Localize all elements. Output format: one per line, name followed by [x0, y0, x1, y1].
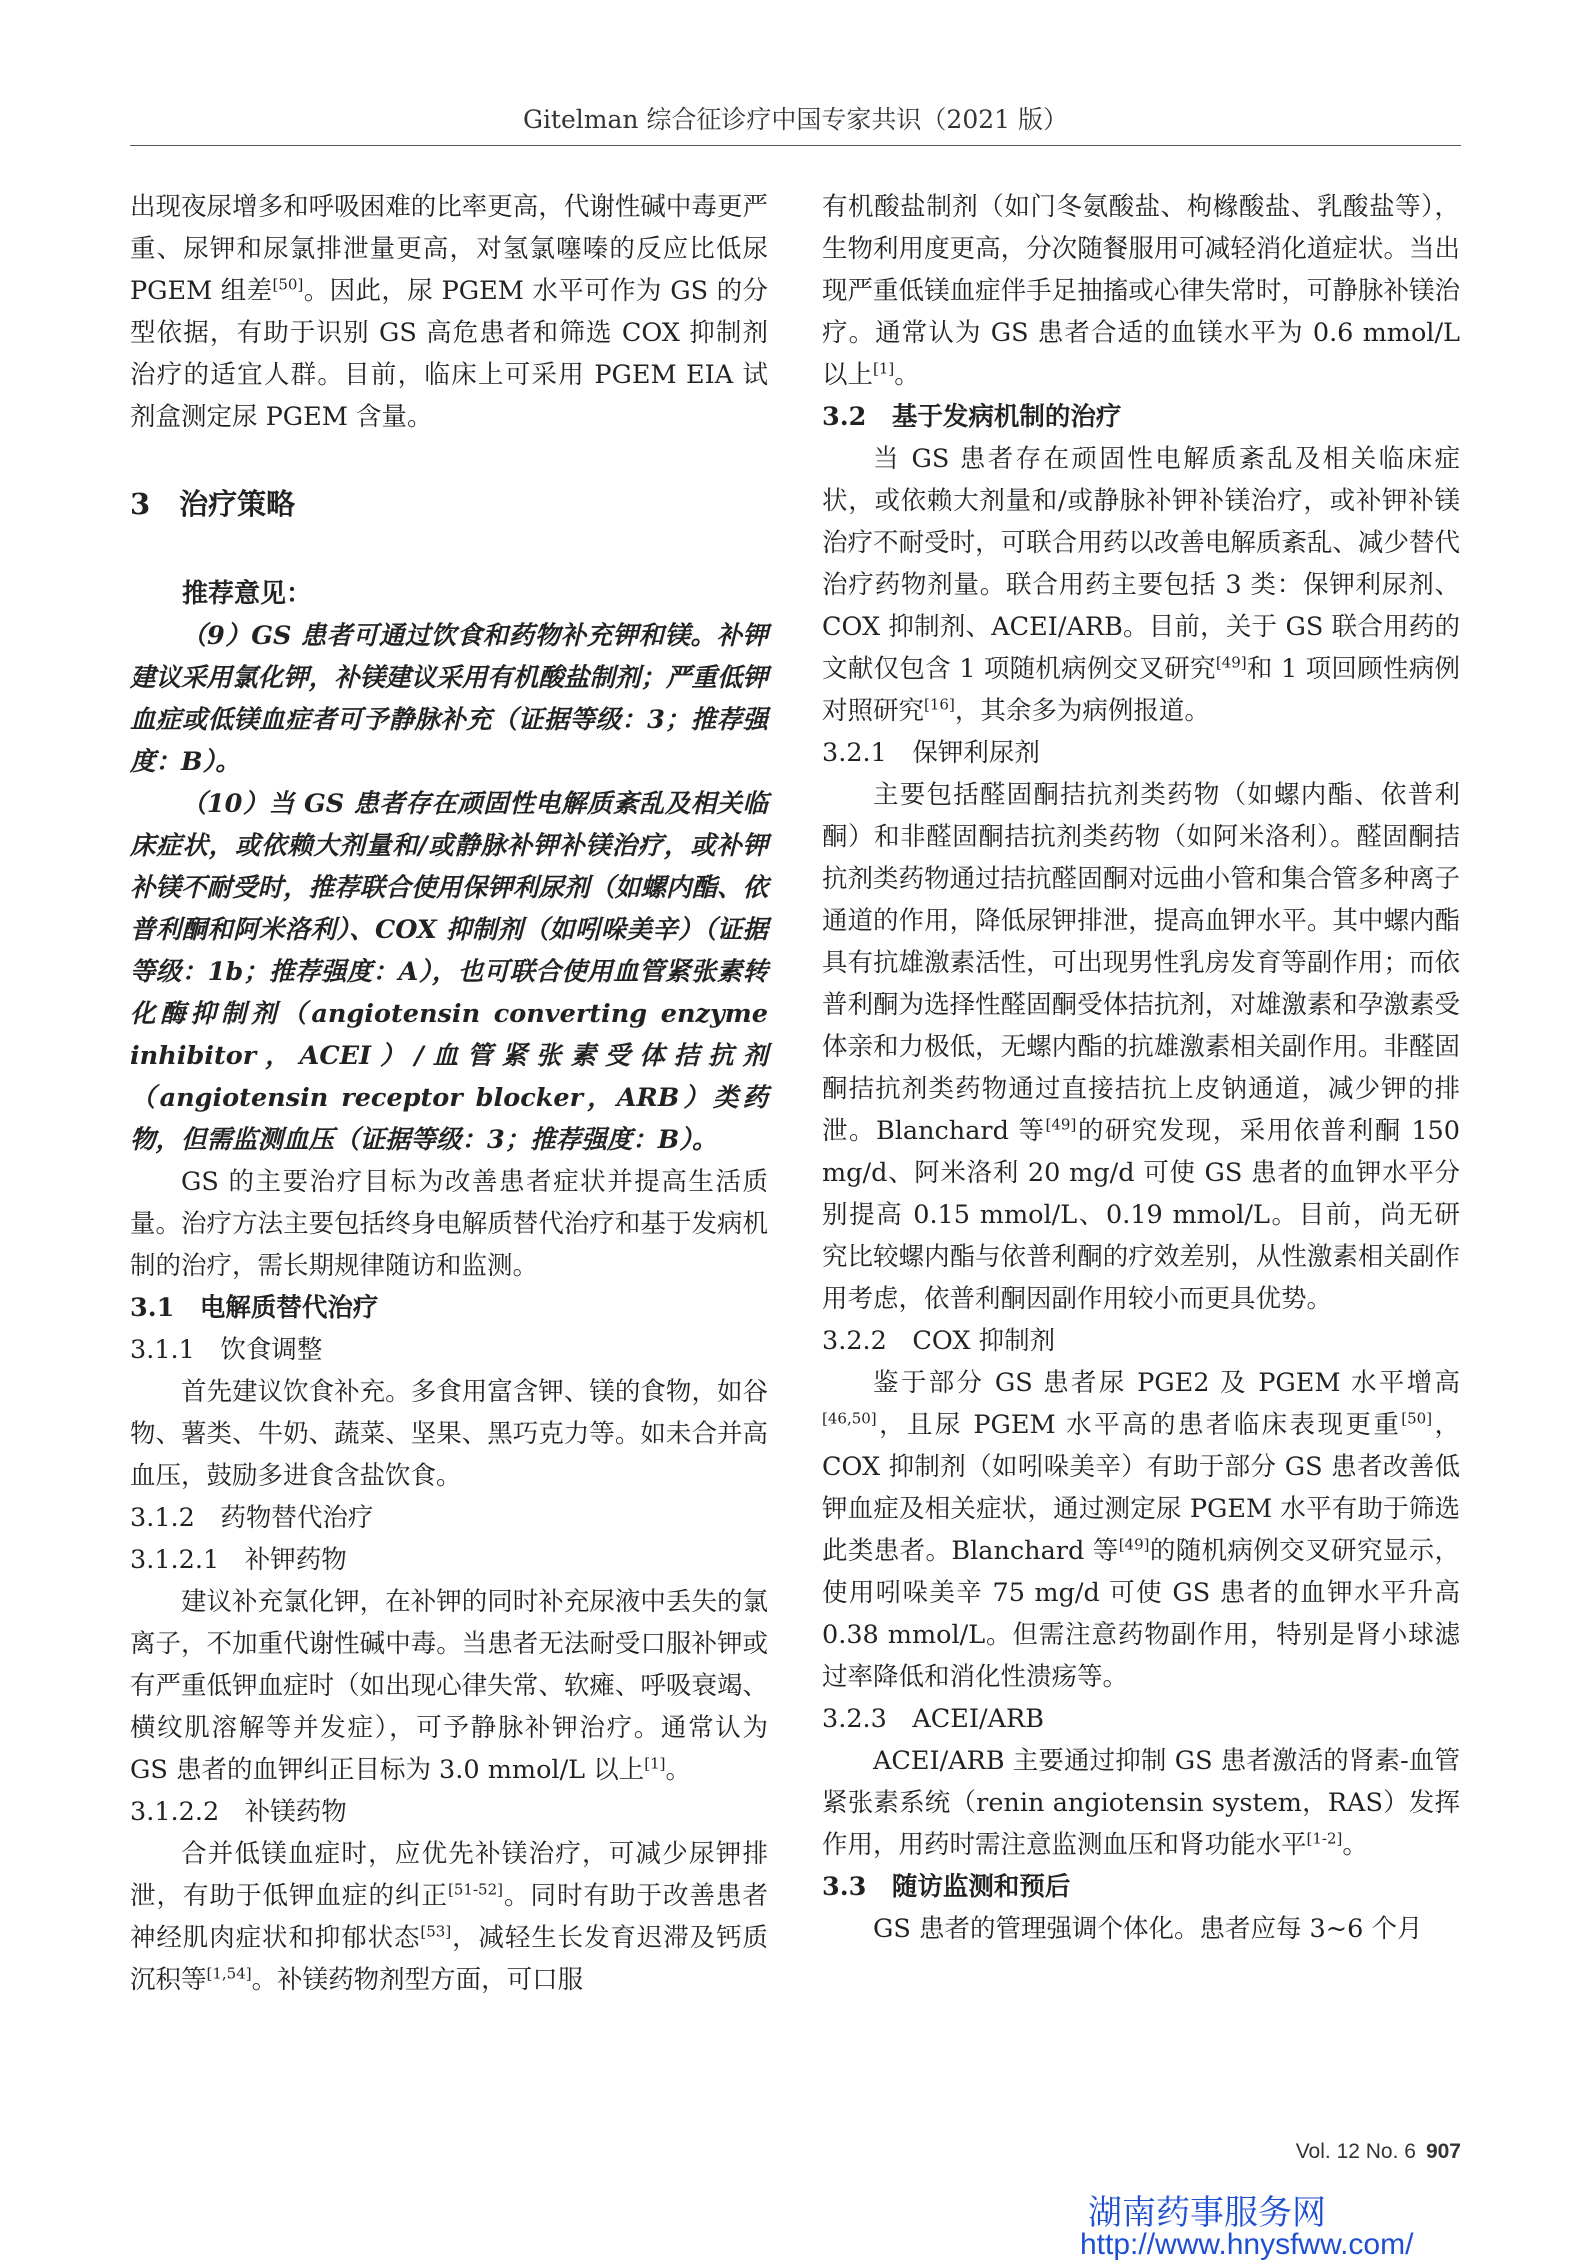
- recommendation-paragraph: （10）当 GS 患者存在顽固性电解质紊乱及相关临床症状，或依赖大剂量和/或静脉补钾补镁治疗，或补钾补镁不耐受时，推荐联合使用保钾利尿剂（如螺内酯、依普利酮和阿米洛利）、COX 抑制剂（如吲哚美辛）（证据等级：1b；推荐强度：A），也可联合使用血管紧张素转化酶抑制剂（angiotensin converting enzyme inhibitor，ACEI）/血管紧张素受体拮抗剂（angiotensin receptor blocker，ARB）类药物，但需监测血压（证据等级：3；推荐强度：B）。: [130, 789, 768, 1155]
- citation-marker: [50]: [1401, 1409, 1433, 1428]
- citation-marker: [53]: [420, 1922, 452, 1941]
- right-column: [822, 186, 1460, 1950]
- paragraph: 出现夜尿增多和呼吸困难的比率更高，代谢性碱中毒更严重、尿钾和尿氯排泄量更高，对氢氯噻嗪的反应比低尿 PGEM 组差[50]。因此，尿 PGEM 水平可作为 GS 的分型依据，有助于识别 GS 高危患者和筛选 COX 抑制剂治疗的适宜人群。目前，临床上可采用 PGEM EIA 试剂盒测定尿 PGEM 含量。: [130, 192, 768, 432]
- watermark-url: http://www.hnysfww.com/: [1080, 2228, 1414, 2261]
- watermark-site-name: 湖南药事服务网: [1088, 2193, 1326, 2233]
- page-footer: [1296, 2140, 1461, 2164]
- citation-marker: [1-2]: [1306, 1829, 1343, 1848]
- sub-subsection-heading: 3.2.1 保钾利尿剂: [822, 738, 1040, 768]
- subsection-heading: 3.3 随访监测和预后: [822, 1872, 1071, 1902]
- citation-marker: [1]: [644, 1754, 666, 1773]
- paragraph: 主要包括醛固酮拮抗剂类药物（如螺内酯、依普利酮）和非醛固酮拮抗剂类药物（如阿米洛利）。醛固酮拮抗剂类药物通过拮抗醛固酮对远曲小管和集合管多种离子通道的作用，降低尿钾排泄，提高血钾水平。其中螺内酯具有抗雄激素活性，可出现男性乳房发育等副作用；而依普利酮为选择性醛固酮受体拮抗剂，对雄激素和孕激素受体亲和力极低，无螺内酯的抗雄激素相关副作用。非醛固酮拮抗剂类药物通过直接拮抗上皮钠通道，减少钾的排泄。Blanchard 等[49]的研究发现，采用依普利酮 150 mg/d、阿米洛利 20 mg/d 可使 GS 患者的血钾水平分别提高 0.15 mmol/L、0.19 mmol/L。目前，尚无研究比较螺内酯与依普利酮的疗效差别，从性激素相关副作用考虑，依普利酮因副作用较小而更具优势。: [822, 780, 1460, 1314]
- citation-marker: [16]: [924, 695, 955, 714]
- section-heading: 3 治疗策略: [130, 487, 296, 521]
- sub-subsection-heading: 3.1.2.2 补镁药物: [130, 1797, 347, 1827]
- citation-marker: [46,50]: [822, 1409, 877, 1428]
- recommendation-title: 推荐意见：: [182, 579, 313, 609]
- paragraph: 首先建议饮食补充。多食用富含钾、镁的食物，如谷物、薯类、牛奶、蔬菜、坚果、黑巧克力等。如未合并高血压，鼓励多进食含盐饮食。: [130, 1377, 768, 1491]
- paragraph: 合并低镁血症时，应优先补镁治疗，可减少尿钾排泄，有助于低钾血症的纠正[51-52]。同时有助于改善患者神经肌肉症状和抑郁状态[53]，减轻生长发育迟滞及钙质沉积等[1,54]。补镁药物剂型方面，可口服: [130, 1839, 768, 1995]
- paragraph: 建议补充氯化钾，在补钾的同时补充尿液中丢失的氯离子，不加重代谢性碱中毒。当患者无法耐受口服补钾或有严重低钾血症时（如出现心律失常、软瘫、呼吸衰竭、横纹肌溶解等并发症），可予静脉补钾治疗。通常认为 GS 患者的血钾纠正目标为 3.0 mmol/L 以上[1]。: [130, 1587, 768, 1785]
- sub-subsection-heading: 3.1.2.1 补钾药物: [130, 1545, 347, 1575]
- recommendation-paragraph: （9）GS 患者可通过饮食和药物补充钾和镁。补钾建议采用氯化钾，补镁建议采用有机酸盐制剂；严重低钾血症或低镁血症者可予静脉补充（证据等级：3；推荐强度：B）。: [130, 621, 768, 777]
- paragraph: ACEI/ARB 主要通过抑制 GS 患者激活的肾素-血管紧张素系统（renin angiotensin system，RAS）发挥作用，用药时需注意监测血压和肾功能水平[1-2]。: [822, 1746, 1460, 1860]
- citation-marker: [1,54]: [206, 1964, 252, 1983]
- paragraph: GS 的主要治疗目标为改善患者症状并提高生活质量。治疗方法主要包括终身电解质替代治疗和基于发病机制的治疗，需长期规律随访和监测。: [130, 1167, 768, 1281]
- left-column: [130, 186, 768, 2001]
- subsection-heading: 3.2 基于发病机制的治疗: [822, 402, 1122, 432]
- citation-marker: [49]: [1215, 653, 1247, 672]
- paragraph: GS 患者的管理强调个体化。患者应每 3~6 个月: [873, 1914, 1423, 1944]
- paragraph: 鉴于部分 GS 患者尿 PGE2 及 PGEM 水平增高[46,50]，且尿 PGEM 水平高的患者临床表现更重[50]，COX 抑制剂（如吲哚美辛）有助于部分 GS 患者改善低钾血症及相关症状，通过测定尿 PGEM 水平有助于筛选此类患者。Blanchard 等[49]的随机病例交叉研究显示，使用吲哚美辛 75 mg/d 可使 GS 患者的血钾水平升高 0.38 mmol/L。但需注意药物副作用，特别是肾小球滤过率降低和消化性溃疡等。: [822, 1368, 1460, 1692]
- sub-subsection-heading: 3.1.2 药物替代治疗: [130, 1503, 374, 1533]
- citation-marker: [50]: [272, 275, 304, 294]
- journal-volume: Vol. 12 No. 6: [1295, 2140, 1416, 2163]
- running-head: Gitelman 综合征诊疗中国专家共识（2021 版）: [522, 105, 1069, 134]
- citation-marker: [1]: [873, 359, 895, 378]
- page-number: 907: [1425, 2140, 1461, 2163]
- paragraph: 当 GS 患者存在顽固性电解质紊乱及相关临床症状，或依赖大剂量和/或静脉补钾补镁治疗，或补钾补镁治疗不耐受时，可联合用药以改善电解质紊乱、减少替代治疗药物剂量。联合用药主要包括 3 类：保钾利尿剂、COX 抑制剂、ACEI/ARB。目前，关于 GS 联合用药的文献仅包含 1 项随机病例交叉研究[49]和 1 项回顾性病例对照研究[16]，其余多为病例报道。: [822, 444, 1461, 726]
- sub-subsection-heading: 3.1.1 饮食调整: [130, 1335, 323, 1365]
- header-rule: [130, 145, 1461, 146]
- paragraph: 有机酸盐制剂（如门冬氨酸盐、枸橼酸盐、乳酸盐等），生物利用度更高，分次随餐服用可减轻消化道症状。当出现严重低镁血症伴手足抽搐或心律失常时，可静脉补镁治疗。通常认为 GS 患者合适的血镁水平为 0.6 mmol/L 以上[1]。: [822, 192, 1460, 390]
- sub-subsection-heading: 3.2.3 ACEI/ARB: [822, 1704, 1044, 1734]
- sub-subsection-heading: 3.2.2 COX 抑制剂: [822, 1326, 1056, 1356]
- citation-marker: [51-52]: [448, 1880, 503, 1899]
- citation-marker: [49]: [1118, 1535, 1150, 1554]
- subsection-heading: 3.1 电解质替代治疗: [130, 1293, 379, 1323]
- citation-marker: [49]: [1045, 1115, 1077, 1134]
